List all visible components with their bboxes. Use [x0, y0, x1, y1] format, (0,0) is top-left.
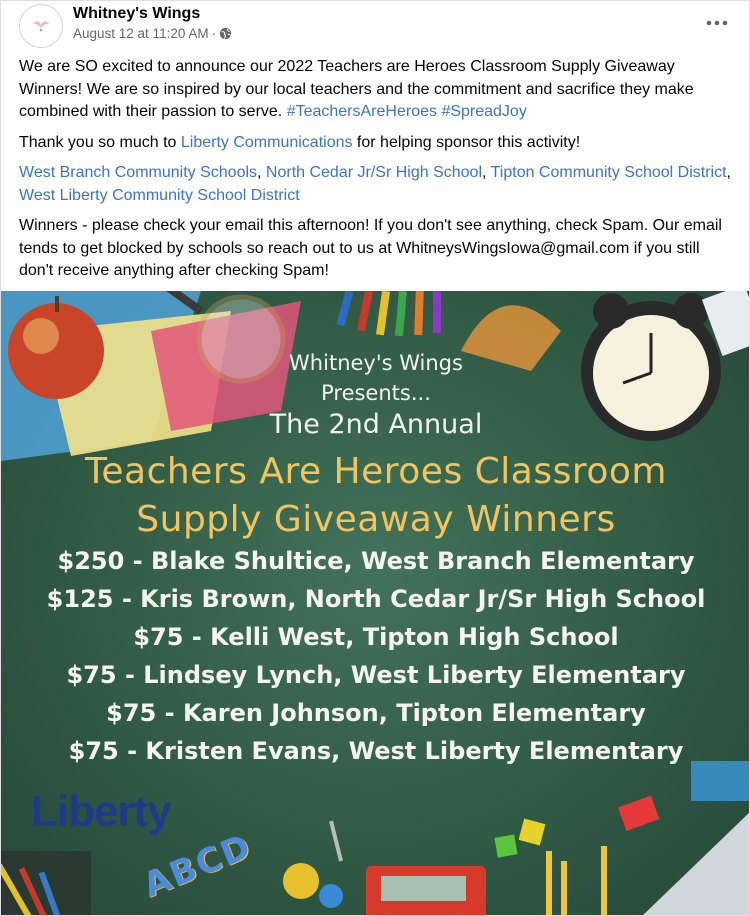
post-date[interactable]: August 12 at 11:20 AM: [73, 26, 209, 41]
promo-title-line1: Teachers Are Heroes Classroom: [84, 451, 667, 492]
thanks-text-after: for helping sponsor this activity!: [352, 133, 581, 151]
promo-line-whitneys-wings: Whitney's Wings: [289, 351, 463, 375]
liberty-communications-link[interactable]: Liberty Communications: [180, 133, 353, 151]
hashtag-spread-joy[interactable]: #SpreadJoy: [441, 103, 527, 120]
post-body: [19, 56, 733, 291]
tag-separator: ,: [482, 164, 491, 181]
winner-line: $75 - Kelli West, Tipton High School: [133, 623, 619, 651]
tag-tipton[interactable]: Tipton Community School District: [490, 164, 727, 181]
promo-title-line2: Supply Giveaway Winners: [136, 499, 616, 540]
more-horizontal-icon: [706, 20, 728, 26]
winner-line: $75 - Lindsey Lynch, West Liberty Elementary: [66, 661, 686, 689]
winner-line: $75 - Karen Johnson, Tipton Elementary: [106, 699, 646, 727]
wings-logo-icon: [21, 6, 61, 46]
winner-line: $75 - Kristen Evans, West Liberty Elementary: [68, 737, 684, 765]
thanks-text-before: Thank you so much to: [19, 133, 181, 151]
promo-line-annual: The 2nd Annual: [269, 409, 483, 440]
post-header: [1, 1, 750, 51]
winner-line: $125 - Kris Brown, North Cedar Jr/Sr High School: [46, 585, 706, 613]
post-paragraph-announcement: [19, 56, 733, 124]
liberty-logo: Liberty: [31, 787, 171, 836]
meta-separator: ·: [211, 26, 217, 41]
post-paragraph-winners-note: Winners - please check your email this afternoon! If you don't see anything, check Spam. Our email tends to get blocked by schools so reach out to us at WhitneysWingsIowa@gmail.com if you still don't receive anything after checking Spam!: [19, 217, 722, 279]
tag-west-branch[interactable]: West Branch Community Schools: [19, 164, 258, 181]
tag-west-liberty[interactable]: West Liberty Community School District: [19, 186, 300, 204]
post-paragraph-thanks: [19, 132, 733, 155]
tag-separator: ,: [257, 164, 266, 181]
avatar[interactable]: [19, 4, 63, 48]
globe-icon[interactable]: [219, 27, 232, 40]
tag-north-cedar[interactable]: North Cedar Jr/Sr High School: [265, 164, 482, 181]
promo-line-presents: Presents...: [321, 381, 431, 405]
page-name-link[interactable]: Whitney's Wings: [73, 5, 201, 22]
post-meta: [73, 26, 232, 41]
promo-image[interactable]: [1, 291, 750, 916]
tag-separator: ,: [726, 164, 731, 181]
announcement-text: We are SO excited to announce our 2022 Teachers are Heroes Classroom Supply Giveaway Winners! We are so inspired by our local teachers and the commitment and sacrifice they make combined with their passion to serve.: [19, 58, 694, 120]
more-options-button[interactable]: [699, 5, 735, 41]
hashtag-teachers-are-heroes[interactable]: #TeachersAreHeroes: [286, 103, 437, 120]
post-paragraph-tags: [19, 162, 733, 207]
winner-line: $250 - Blake Shultice, West Branch Elementary: [57, 547, 695, 575]
abcd-letters: ABCD: [137, 826, 258, 906]
